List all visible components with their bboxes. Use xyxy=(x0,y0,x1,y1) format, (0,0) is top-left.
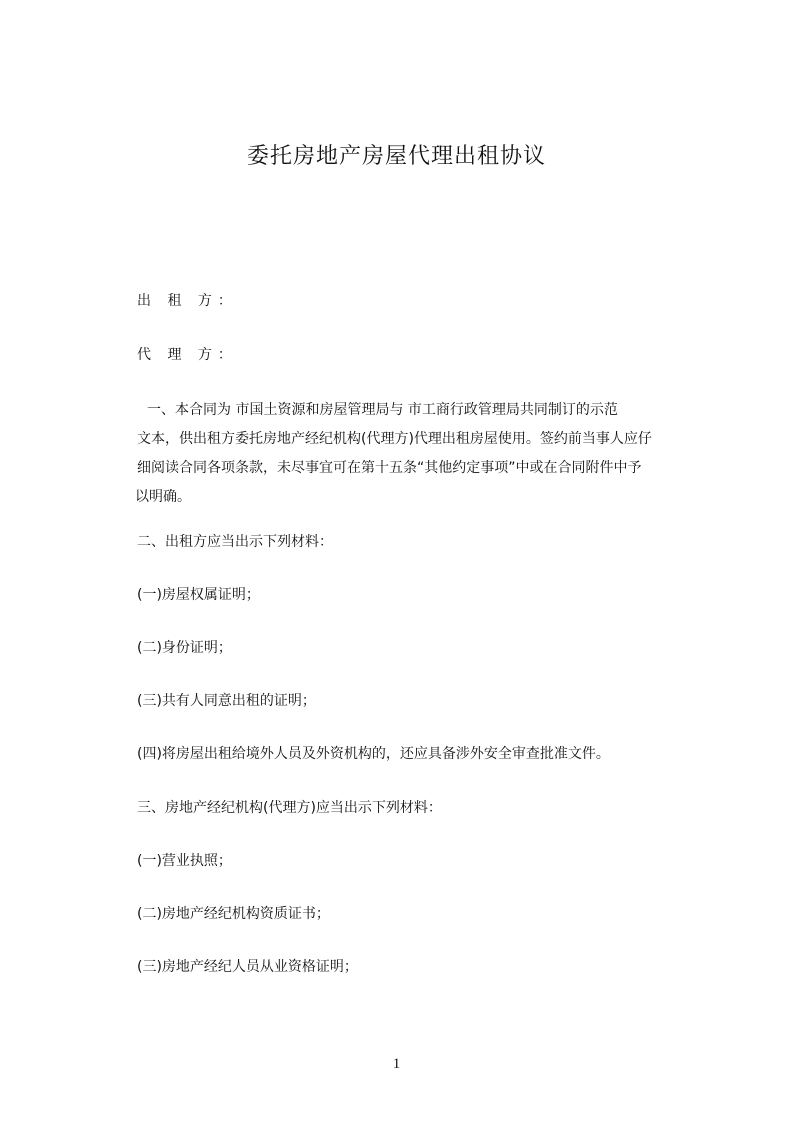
document-title: 委托房地产房屋代理出租协议 xyxy=(246,144,546,169)
clause-3-item: (一)营业执照； xyxy=(137,853,232,869)
page-number: 1 xyxy=(392,1056,401,1072)
lessor-label: 出 租 方： xyxy=(137,293,238,309)
clause-1-line: 文本，供出租方委托房地产经纪机构(代理方)代理出租房屋使用。签约前当事人应仔 xyxy=(137,431,652,447)
clause-2-heading: 二、出租方应当出示下列材料： xyxy=(137,534,333,550)
clause-3-item: (二)房地产经纪机构资质证书； xyxy=(137,906,330,922)
clause-2-item: (三)共有人同意出租的证明； xyxy=(137,693,316,709)
clause-1-line: 以明确。 xyxy=(135,489,191,505)
clause-1-line: 细阅读合同各项条款，未尽事宜可在第十五条“其他约定事项”中或在合同附件中予 xyxy=(137,460,642,476)
clause-3-item: (三)房地产经纪人员从业资格证明； xyxy=(137,959,358,975)
clause-2-item: (一)房屋权属证明； xyxy=(137,587,260,603)
clause-1 xyxy=(135,396,687,512)
clause-2-item: (二)身份证明； xyxy=(137,640,232,656)
agent-label: 代 理 方： xyxy=(137,347,238,363)
clause-2-item: (四)将房屋出租给境外人员及外资机构的，还应具备涉外安全审查批准文件。 xyxy=(137,746,610,762)
clause-3-heading: 三、房地产经纪机构(代理方)应当出示下列材料： xyxy=(137,800,442,816)
clause-1-line: 一、本合同为 市国土资源和房屋管理局与 市工商行政管理局共同制订的示范 xyxy=(147,402,618,418)
